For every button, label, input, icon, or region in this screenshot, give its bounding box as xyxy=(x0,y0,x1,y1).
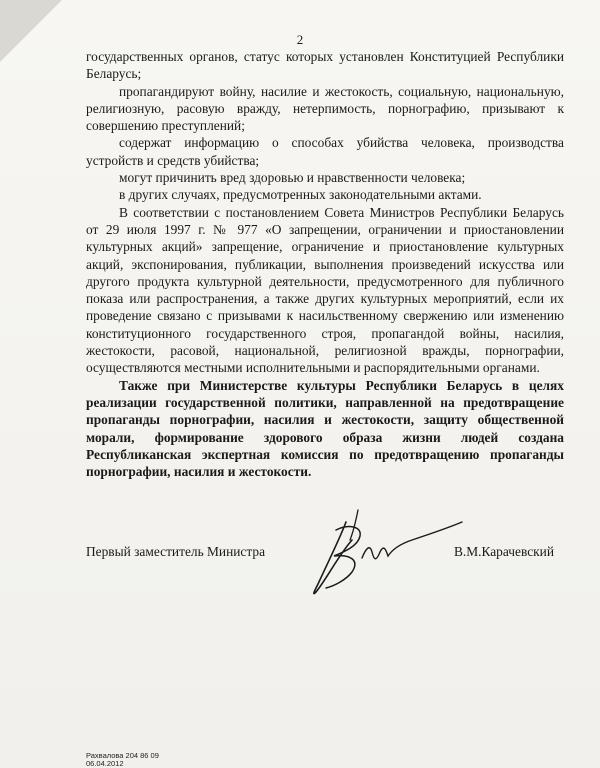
paragraph-continuation: государственных органов, статус которых установлен Конституцией Республики Беларусь; xyxy=(86,49,564,82)
executor-contact: Рахвалова 204 86 09 xyxy=(86,751,159,760)
paragraph-commission: Также при Министерстве культуры Республики Беларусь в целях реализации государственной политики, направленной на предотвращение пропаганды порнографии, насилия и жестокости, защиту общественной морали, формирование здорового образа жизни людей создана Республиканская экспертная комиссия по предотвращению пропаганды порнографии, насилия и жестокости. xyxy=(86,377,564,480)
list-item-other-cases: в других случаях, предусмотренных законодательными актами. xyxy=(119,187,482,203)
document-date: 06.04.2012 xyxy=(86,759,124,768)
signatory-title: Первый заместитель Министра xyxy=(86,544,266,559)
folded-corner xyxy=(0,0,62,62)
list-item-propaganda: пропагандируют войну, насилие и жестокость, социальную, национальную, религиозную, расовую вражду, нетерпимость, порнографию, призывают к совершению преступлений; xyxy=(86,83,564,134)
letter-body xyxy=(86,48,564,480)
paragraph-resolution: В соответствии с постановлением Совета Министров Республики Беларусь от 29 июля 1997 г. № 977 «О запрещении, ограничении и приостановлении культурных акций» запрещение, ограничение и приостановление культурных акций, экспонирования, публикации, выполнения произведений искусства или другого продукта культурной деятельности, предусмотренного для публичного показа или распространения, а также других культурных мероприятий, если их проведение связано с призывами к насильственному свержению или изменению конституционного государственного строя, пропагандой войны, насилия, жестокости, расовой, национальной, религиозной вражды, порнографии, осуществляются местными исполнительными и распорядительными органами. xyxy=(86,204,564,376)
list-item-killing-info: содержат информацию о способах убийства человека, производства устройств и средств убийства; xyxy=(86,135,564,168)
footer-note xyxy=(86,752,159,768)
handwritten-signature xyxy=(300,500,470,610)
page-number: 2 xyxy=(296,32,304,47)
signatory-name: В.М.Карачевский xyxy=(453,544,554,559)
list-item-health-harm: могут причинить вред здоровью и нравственности человека; xyxy=(119,170,466,186)
